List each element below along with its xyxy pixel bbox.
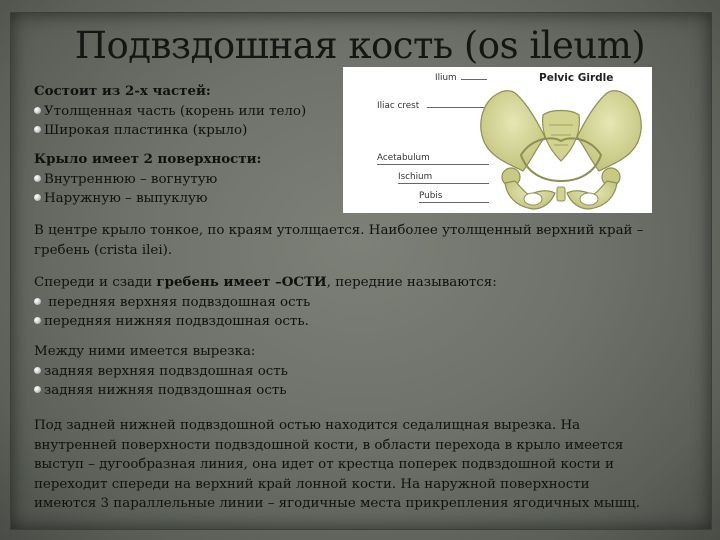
parts-item: Широкая пластинка (крыло) <box>34 121 684 141</box>
label-acetabulum: Acetabulum <box>377 153 430 163</box>
section-spines <box>34 273 684 332</box>
notch-item: задняя нижняя подвздошная ость <box>34 381 684 401</box>
surfaces-heading: Крыло имеет 2 поверхности: <box>34 151 262 167</box>
spines-intro-b: , передние называются: <box>326 275 497 290</box>
leader-ilium <box>461 79 487 80</box>
spines-item: передняя нижняя подвздошная ость. <box>34 312 684 332</box>
spines-item: передняя верхняя подвздошная ость <box>34 293 684 313</box>
description-line: выступ – дугообразная линия, она идет от крестца поперек подвздошной кости и <box>34 457 614 472</box>
crest-line-2: гребень (crista ilei). <box>34 242 173 258</box>
description-line: переходит спереди на верхний край лонной кости. На наружной поверхности <box>34 476 590 492</box>
surfaces-item: Внутреннюю – вогнутую <box>34 170 684 190</box>
description-line: внутренней поверхности подвздошной кости, в области перехода в крыло имеется <box>34 437 624 453</box>
surfaces-item: Наружную – выпуклую <box>34 189 684 209</box>
description-line: имеются 3 параллельные линии – ягодичные места прикрепления ягодичных мышц. <box>34 496 641 511</box>
section-description <box>34 416 684 514</box>
notch-item: задняя верхняя подвздошная ость <box>34 362 684 382</box>
label-ilium: Ilium <box>435 73 457 83</box>
crest-line-1: В центре крыло тонкое, по краям утолщается. Наиболее утолщенный верхний край – <box>34 223 644 238</box>
section-notch <box>34 342 684 401</box>
figure-title: Pelvic Girdle <box>539 72 614 84</box>
section-parts <box>34 82 684 141</box>
label-iliac-crest: Iliac crest <box>377 101 420 111</box>
label-pubis: Pubis <box>419 191 443 201</box>
section-surfaces <box>34 150 684 209</box>
parts-item: Утолщенная часть (корень или тело) <box>34 102 684 122</box>
spines-intro <box>34 273 684 293</box>
description-line: Под задней нижней подвздошной остью находится седалищная вырезка. На <box>34 418 581 433</box>
spines-intro-bold: гребень имеет –ОСТИ <box>156 274 327 290</box>
notch-heading: Между ними имеется вырезка: <box>34 344 256 359</box>
slide-title: Подвздошная кость (os ileum) <box>74 24 646 67</box>
section-crest <box>34 221 684 260</box>
label-ischium: Ischium <box>398 172 433 182</box>
parts-heading: Состоит из 2-х частей: <box>34 83 211 99</box>
spines-intro-a: Спереди и сзади <box>34 275 157 290</box>
